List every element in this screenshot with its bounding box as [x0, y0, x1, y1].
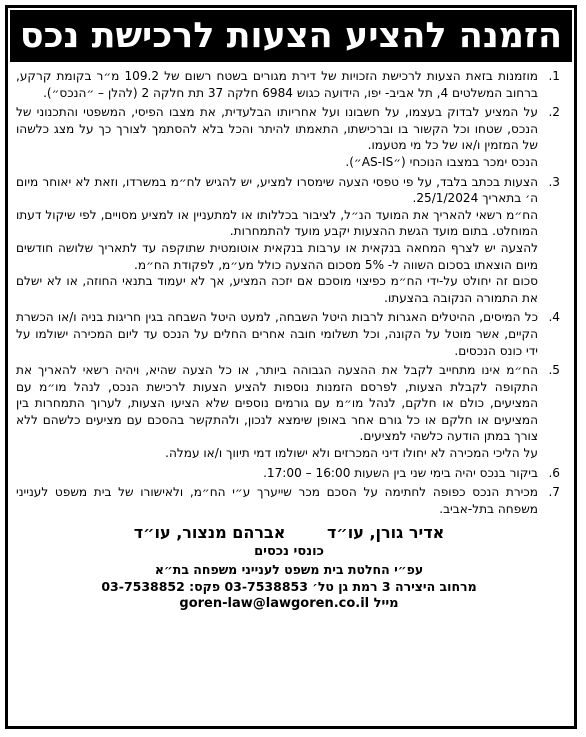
clause-item	[16, 174, 562, 307]
clause-number: 7.	[548, 485, 560, 500]
clause-paragraph: מוזמנות בזאת הצעות לרכישת הזכויות של דירת מגורים בשטח רשום של 109.2 מ״ר בקומת קרקע, ברחוב המשלטים 4, תל אביב- יפו, הידועה כגוש 6984 חלקה 37 תת חלקה 2 (להלן – ״הנכס״).	[16, 69, 538, 100]
clause-item	[16, 309, 562, 359]
notice-body	[8, 62, 574, 613]
clause-paragraph: כל המיסים, ההיטלים האגרות לרבות היטל השבחה, למעט היטל השבחה בגין חריגות בניה ו/או הכשרת הקיים, אשר מוטל על הקונה, וכל תשלומי חובה אחרים החלים על הנכס עד ליום המכירה ישולמו על ידי כונס הנכסים.	[16, 310, 538, 358]
notice-frame	[5, 5, 577, 729]
clause-paragraph: סכום זה יחולט על-ידי הח״מ כפיצוי מוסכם אם יזכה המציע, אך לא יעמוד בתנאי החוזה, או לא ישלם את התמורה הנקובה בהצעתו.	[16, 274, 538, 305]
signatory-names	[16, 523, 562, 543]
clause-number: 3.	[548, 174, 560, 189]
signature-block	[16, 523, 562, 613]
email-line: מייל goren-law@lawgoren.co.il	[179, 596, 399, 612]
clause-number: 2.	[548, 105, 560, 120]
clause-item	[16, 484, 562, 517]
contact-details: מרחוב היצירה 3 רמת גן טל׳ 03-7538853 פקס: 03-7538852	[101, 579, 477, 595]
signatory-name-1: אדיר גורן, עו״ד	[326, 523, 445, 543]
signatory-role: כונסי נכסים	[254, 544, 324, 560]
clause-paragraph: על המציע לבדוק בעצמו, על חשבונו ועל אחריותו הבלעדית, את מצבו הפיסי, המשפטי והתכנוני של הנכס, שטחו וכל הקשור בו וברכישתו, התאמתו להיתר והכל בלא להסתמך לצורך כך על מצג כלשהו של המזמין ו/או של כל מי מטעמו.	[16, 105, 538, 153]
clause-item	[16, 465, 562, 482]
clause-paragraph: הצעות בכתב בלבד, על פי טפסי הצעה שימסרו למציע, יש להגיש לח״מ במשרדו, וזאת לא יאוחר מיום ה׳ בתאריך 25/1/2024.	[16, 174, 538, 206]
notice-title: הזמנה להציע הצעות לרכישת נכס	[10, 10, 572, 62]
clause-paragraph: ביקור בנכס יהיה בימי שני בין השעות 16:00 – 17:00.	[263, 465, 538, 480]
clause-list	[16, 68, 562, 517]
clause-paragraph: על הליכי המכירה לא יחולו דיני המכרזים ולא ישולמו דמי תיווך ו/או עמלה.	[165, 446, 538, 461]
clause-item	[16, 68, 562, 101]
signatory-name-2: אברהם מנצור, עו״ד	[133, 523, 286, 543]
clause-paragraph: הח״מ אינו מתחייב לקבל את ההצעה הגבוהה ביותר, או כל הצעה שהיא, ויהיה רשאי להאריך את התקופה לקבלת הצעות, לפרסם הזמנות נוספות להציע הצעות לרכישת הנכס, לנהל מו״מ עם המציעים, כולם או חלקם, לנהל מו״מ עם גורמים נוספים שלא הציעו הצעות, לערוך התמחרות בין המציעים או חלקם או כל גורם אחר באופן שימצא לנכון, ולהתקשר בהסכם עם מציעים כלשהם ללא צורך במתן הודעה כלשהי למציעים.	[16, 363, 538, 444]
court-authority: עפ״י החלטת בית משפט לענייני משפחה בת״א	[154, 562, 424, 578]
clause-number: 4.	[548, 310, 560, 325]
clause-number: 5.	[548, 363, 560, 378]
clause-item	[16, 362, 562, 462]
clause-paragraph: הח״מ רשאי להאריך את המועד הנ״ל, לציבור בכללותו או למתעניין או למציע מסויים, לפי שיקול דעתו המוחלט. בתום מועד הגשת ההצעות יקבע מועד להתמחרות.	[16, 207, 538, 239]
clause-paragraph: הנכס ימכר במצבו הנוכחי (״AS-IS״).	[345, 154, 538, 169]
clause-item	[16, 104, 562, 170]
clause-paragraph: להצעה יש לצרף המחאה בנקאית או ערבות בנקאית אוטומטית שתוקפה עד לתאריך שלושה חודשים מיום הוצאתו בסכום השווה ל- 5% מסכום ההצעה כולל מע״מ, לפקודת הח״מ.	[16, 240, 538, 272]
clause-number: 1.	[548, 69, 560, 83]
clause-number: 6.	[548, 465, 560, 480]
clause-paragraph: מכירת הנכס כפופה לחתימה על הסכם מכר שייערך ע״י הח״מ, ולאישורו של בית משפט לענייני משפחה בתל-אביב.	[16, 485, 538, 516]
